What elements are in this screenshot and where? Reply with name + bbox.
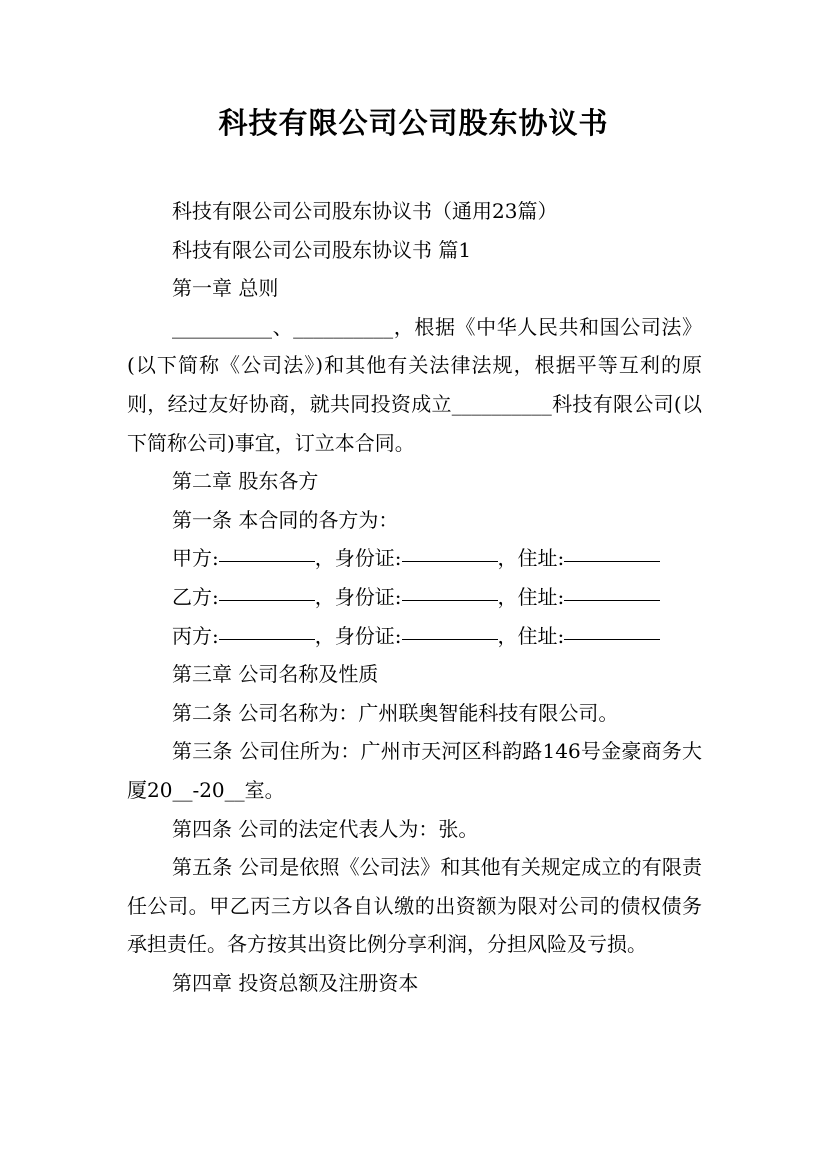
party-label: 丙方: <box>172 623 219 648</box>
subtitle-line: 科技有限公司公司股东协议书（通用23篇） <box>172 199 558 223</box>
blank-line <box>564 539 660 562</box>
document-body <box>127 192 702 1002</box>
clause-line: 第四条 公司的法定代表人为：张。 <box>172 816 479 841</box>
blank-line <box>402 617 498 640</box>
party-label: 甲方: <box>172 546 219 571</box>
paragraph: 第三条 公司住所为：广州市天河区科韵路146号金豪商务大厦20__-20__室。 <box>127 739 702 802</box>
blank-line <box>564 578 660 601</box>
id-label: ，身份证: <box>314 584 402 609</box>
chapter-heading: 第一章 总则 <box>172 276 279 301</box>
chapter-heading: 第三章 公司名称及性质 <box>172 662 379 687</box>
blank-line <box>564 617 660 640</box>
address-label: ，住址: <box>497 546 565 571</box>
blank-line <box>219 578 315 601</box>
party-label: 乙方: <box>172 584 219 609</box>
paragraph: __________、__________，根据《中华人民共和国公司法》(以下简称《公司法》)和其他有关法律法规，根据平等互利的原则，经过友好协商，就共同投资成立__________科技有限公司(以下简称公司)事宜，订立本合同。 <box>127 314 702 455</box>
id-label: ，身份证: <box>314 623 402 648</box>
clause-line: 第二条 公司名称为：广州联奥智能科技有限公司。 <box>172 700 619 725</box>
document-title: 科技有限公司公司股东协议书 <box>218 106 609 140</box>
blank-line <box>402 539 498 562</box>
blank-line <box>219 539 315 562</box>
chapter-heading: 第四章 投资总额及注册资本 <box>172 970 419 995</box>
address-label: ，住址: <box>497 584 565 609</box>
article-heading: 科技有限公司公司股东协议书 篇1 <box>172 237 472 262</box>
party-row <box>127 578 702 617</box>
clause-line: 第一条 本合同的各方为： <box>172 507 399 532</box>
address-label: ，住址: <box>497 623 565 648</box>
blank-line <box>402 578 498 601</box>
chapter-heading: 第二章 股东各方 <box>172 469 319 494</box>
party-row <box>127 617 702 656</box>
paragraph: 第五条 公司是依照《公司法》和其他有关规定成立的有限责任公司。甲乙丙三方以各自认缴的出资额为限对公司的债权债务承担责任。各方按其出资比例分享利润，分担风险及亏损。 <box>127 855 702 957</box>
id-label: ，身份证: <box>314 546 402 571</box>
blank-line <box>219 617 315 640</box>
party-row <box>127 539 702 578</box>
